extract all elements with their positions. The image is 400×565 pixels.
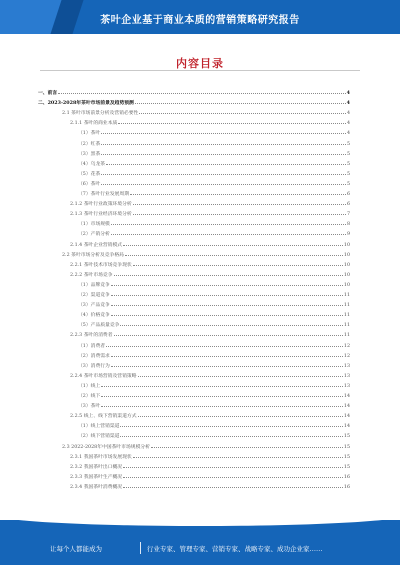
toc-page-number: 4 xyxy=(346,90,350,96)
toc-entry[interactable] xyxy=(78,157,350,167)
toc-entry[interactable] xyxy=(78,318,350,328)
toc-leader-dots xyxy=(139,113,346,114)
toc-heading: 内容目录 xyxy=(176,57,224,70)
toc-leader-dots xyxy=(111,295,343,296)
toc-leader-dots xyxy=(111,356,343,357)
toc-entry[interactable] xyxy=(70,409,350,419)
toc-page-number: 14 xyxy=(343,414,350,420)
toc-entry[interactable] xyxy=(70,460,350,470)
toc-entry-title: 2.3.3 我国茶叶生产概况 xyxy=(70,474,123,480)
toc-page-number: 5 xyxy=(346,151,350,157)
footer-roles: 行业专家、管理专家、营销专家、战略专家、成功企业家…… xyxy=(147,545,323,553)
toc-entry-title: （2）消费需求 xyxy=(78,353,110,359)
toc-page-number: 8 xyxy=(346,222,350,228)
toc-entry-title: （1）线上营销渠道 xyxy=(78,424,120,430)
toc-page-number: 14 xyxy=(343,424,350,430)
toc-page-number: 4 xyxy=(346,121,350,127)
toc-leader-dots xyxy=(111,366,343,367)
toc-entry-title: （2）渠道竞争 xyxy=(78,293,110,298)
toc-entry[interactable] xyxy=(78,167,350,177)
toc-entry[interactable] xyxy=(78,278,350,288)
toc-page-number: 11 xyxy=(343,293,350,298)
toc-page-number: 10 xyxy=(343,242,350,248)
toc-entry-title: 2.1.2 茶叶行业政策环境分析 xyxy=(70,202,132,208)
toc-entry[interactable] xyxy=(62,440,350,450)
toc-leader-dots xyxy=(120,325,342,326)
toc-entry[interactable] xyxy=(78,349,350,359)
toc-entry-title: 2.1 茶叶市场前景分析及营销必要性 xyxy=(62,111,139,117)
toc-entry[interactable] xyxy=(78,187,350,197)
toc-page-number: 11 xyxy=(343,333,350,339)
toc-leader-dots xyxy=(118,123,346,124)
footer-wave xyxy=(0,514,400,526)
toc-entry-title: 2.2.3 茶叶的消费者 xyxy=(70,333,113,339)
footer-divider xyxy=(140,542,141,554)
toc-entry-title: （1）消费者 xyxy=(78,343,106,349)
toc-entry-title: （2）线下 xyxy=(78,394,101,399)
toc-page-number: 5 xyxy=(346,161,350,167)
toc-entry[interactable] xyxy=(70,480,350,490)
toc-entry[interactable] xyxy=(78,419,350,429)
toc-page-number: 15 xyxy=(343,444,350,450)
toc-entry[interactable] xyxy=(78,298,350,308)
toc-leader-dots xyxy=(123,477,343,478)
toc-entry-title: 2.1.1 茶叶的商业本质 xyxy=(70,121,118,127)
toc-entry[interactable] xyxy=(78,339,350,349)
toc-entry-title: 2.2.1 茶叶技术市场竞争现状 xyxy=(70,262,132,268)
toc-entry-title: 2.3.2 我国茶叶出口概况 xyxy=(70,464,123,470)
toc-page-number: 10 xyxy=(343,272,350,278)
toc-page-number: 13 xyxy=(343,373,350,379)
toc-entry-title: （1）茶叶 xyxy=(78,131,101,137)
toc-page-number: 5 xyxy=(346,181,350,187)
toc-page-number: 13 xyxy=(343,383,350,389)
toc-page-number: 5 xyxy=(346,141,350,147)
toc-entry-title: （6）茶叶 xyxy=(78,181,101,187)
toc-page-number: 7 xyxy=(346,212,350,218)
toc-entry-title: （3）消费行为 xyxy=(78,363,110,369)
toc-leader-dots xyxy=(130,194,346,195)
toc-leader-dots xyxy=(133,457,343,458)
toc-page-number: 14 xyxy=(343,394,350,399)
toc-page-number: 4 xyxy=(346,131,350,137)
toc-entry[interactable] xyxy=(78,177,350,187)
toc-page-number: 6 xyxy=(346,202,350,208)
toc-leader-dots xyxy=(138,376,343,377)
toc-entry-title: （3）黑茶 xyxy=(78,151,101,157)
toc-page-number: 16 xyxy=(343,484,350,490)
toc-leader-dots xyxy=(138,416,343,417)
toc-entry[interactable] xyxy=(78,227,350,237)
toc-entry[interactable] xyxy=(78,399,350,409)
toc-page-number: 13 xyxy=(343,363,350,369)
toc-entry-title: 2.1.4 茶叶企业营销模式 xyxy=(70,242,123,248)
toc-divider xyxy=(40,70,360,71)
toc-entry-title: （3）茶叶 xyxy=(78,404,101,410)
toc-page-number: 6 xyxy=(346,192,350,197)
toc-leader-dots xyxy=(151,447,343,448)
toc-entry[interactable] xyxy=(70,116,350,126)
toc-page-number: 10 xyxy=(343,282,350,288)
toc-entry[interactable] xyxy=(70,258,350,268)
toc-leader-dots xyxy=(101,184,346,185)
toc-leader-dots xyxy=(101,406,343,407)
toc-page-number: 4 xyxy=(346,111,350,117)
toc-leader-dots xyxy=(101,386,343,387)
toc-entry[interactable] xyxy=(70,268,350,278)
toc-entry[interactable] xyxy=(70,470,350,480)
footer-slogan: 让每个人都能成为 xyxy=(50,545,102,553)
toc-leader-dots xyxy=(111,315,343,316)
toc-entry[interactable] xyxy=(78,126,350,136)
footer-bar xyxy=(0,520,400,565)
toc-leader-dots xyxy=(101,154,346,155)
toc-entry[interactable] xyxy=(38,86,350,96)
toc-entry-title: 2.3.4 我国茶叶消费概况 xyxy=(70,484,123,490)
toc-entry-title: （5）产品质量竞争 xyxy=(78,323,120,329)
toc-page-number: 15 xyxy=(343,464,350,470)
toc-leader-dots xyxy=(135,103,346,104)
toc-page-number: 16 xyxy=(343,474,350,480)
toc-page-number: 14 xyxy=(343,404,350,410)
toc-page-number: 9 xyxy=(346,232,350,238)
toc-entry-title: 一、前言 xyxy=(38,90,58,96)
toc-page-number: 11 xyxy=(343,303,350,309)
toc-entry-title: （2）线下营销渠道 xyxy=(78,434,120,440)
toc-leader-dots xyxy=(101,144,346,145)
header-bar xyxy=(0,0,400,34)
toc-leader-dots xyxy=(123,245,343,246)
toc-leader-dots xyxy=(123,487,343,488)
toc-page-number: 15 xyxy=(343,434,350,440)
toc-page-number: 12 xyxy=(343,353,350,359)
toc-entry[interactable] xyxy=(70,328,350,338)
toc-entry-title: 2.3.1 我国茶叶市场发展现状 xyxy=(70,454,132,460)
toc-entry[interactable] xyxy=(70,197,350,207)
toc-entry-title: （7）茶叶行业发展周期 xyxy=(78,192,130,197)
toc-leader-dots xyxy=(111,285,343,286)
toc-leader-dots xyxy=(123,467,343,468)
toc-leader-dots xyxy=(133,204,346,205)
toc-entry-title: （4）价格竞争 xyxy=(78,313,110,319)
toc-entry[interactable] xyxy=(70,450,350,460)
toc-entry-title: （1）品牌竞争 xyxy=(78,282,110,288)
toc-entry-title: （5）花茶 xyxy=(78,171,101,177)
toc-leader-dots xyxy=(133,265,343,266)
toc-leader-dots xyxy=(111,234,346,235)
toc-leader-dots xyxy=(106,164,346,165)
toc-entry-title: （1）市场规模 xyxy=(78,222,110,228)
toc-entry-title: （2）红茶 xyxy=(78,141,101,147)
toc-entry[interactable] xyxy=(78,137,350,147)
toc-entry[interactable] xyxy=(78,379,350,389)
toc-page-number: 12 xyxy=(343,343,350,349)
toc-leader-dots xyxy=(111,305,343,306)
toc-entry[interactable] xyxy=(78,429,350,439)
toc-entry[interactable] xyxy=(78,288,350,298)
toc-page-number: 10 xyxy=(343,252,350,258)
toc-leader-dots xyxy=(125,255,343,256)
toc-leader-dots xyxy=(58,93,345,94)
toc-page-number: 5 xyxy=(346,171,350,177)
toc-entry[interactable] xyxy=(78,359,350,369)
toc-leader-dots xyxy=(111,224,346,225)
toc-leader-dots xyxy=(120,426,342,427)
toc-page-number: 10 xyxy=(343,262,350,268)
toc-entry-title: 2.1.3 茶叶行业经济环境分析 xyxy=(70,212,132,218)
toc-leader-dots xyxy=(133,214,346,215)
toc-entry-title: （1）线上 xyxy=(78,383,101,389)
toc-entry[interactable] xyxy=(70,207,350,217)
toc-entry-title: 二、2023-2028年茶叶市场前景及趋势预测 xyxy=(38,100,134,107)
toc-entry[interactable] xyxy=(70,369,350,379)
toc-leader-dots xyxy=(114,335,343,336)
toc-page-number: 4 xyxy=(346,100,350,107)
toc-page-number: 11 xyxy=(343,323,350,329)
toc-entry[interactable] xyxy=(38,96,350,106)
toc-entry-title: （3）产品竞争 xyxy=(78,303,110,309)
toc-entry[interactable] xyxy=(78,389,350,399)
toc-leader-dots xyxy=(120,436,342,437)
toc-entry-title: 2.2 茶叶市场分析及竞争格局 xyxy=(62,252,124,258)
toc-entry-title: 2.2.5 线上、线下营销渠道方式 xyxy=(70,414,137,420)
toc-entry-title: 2.2.2 茶叶市场竞争 xyxy=(70,272,113,278)
toc-entry-title: （2）产销分析 xyxy=(78,232,110,238)
report-title: 茶叶企业基于商业本质的营销策略研究报告 xyxy=(100,15,300,26)
toc-entry-title: （4）乌龙茶 xyxy=(78,161,106,167)
toc-leader-dots xyxy=(101,396,343,397)
toc-entry[interactable] xyxy=(62,248,350,258)
toc-entry[interactable] xyxy=(62,106,350,116)
toc-page-number: 15 xyxy=(343,454,350,460)
toc-entry-title: 2.2.4 茶叶市场营销及营销策略 xyxy=(70,373,137,379)
toc-leader-dots xyxy=(114,275,343,276)
toc-entry-title: 2.3 2022-2028年中国茶叶市场规模分析 xyxy=(62,444,150,450)
toc-page-number: 11 xyxy=(343,313,350,319)
toc-entry[interactable] xyxy=(78,308,350,318)
toc-leader-dots xyxy=(106,346,343,347)
toc-entry[interactable] xyxy=(70,238,350,248)
toc-entry[interactable] xyxy=(78,147,350,157)
toc-leader-dots xyxy=(101,174,346,175)
toc-leader-dots xyxy=(101,133,346,134)
toc-entry[interactable] xyxy=(78,217,350,227)
